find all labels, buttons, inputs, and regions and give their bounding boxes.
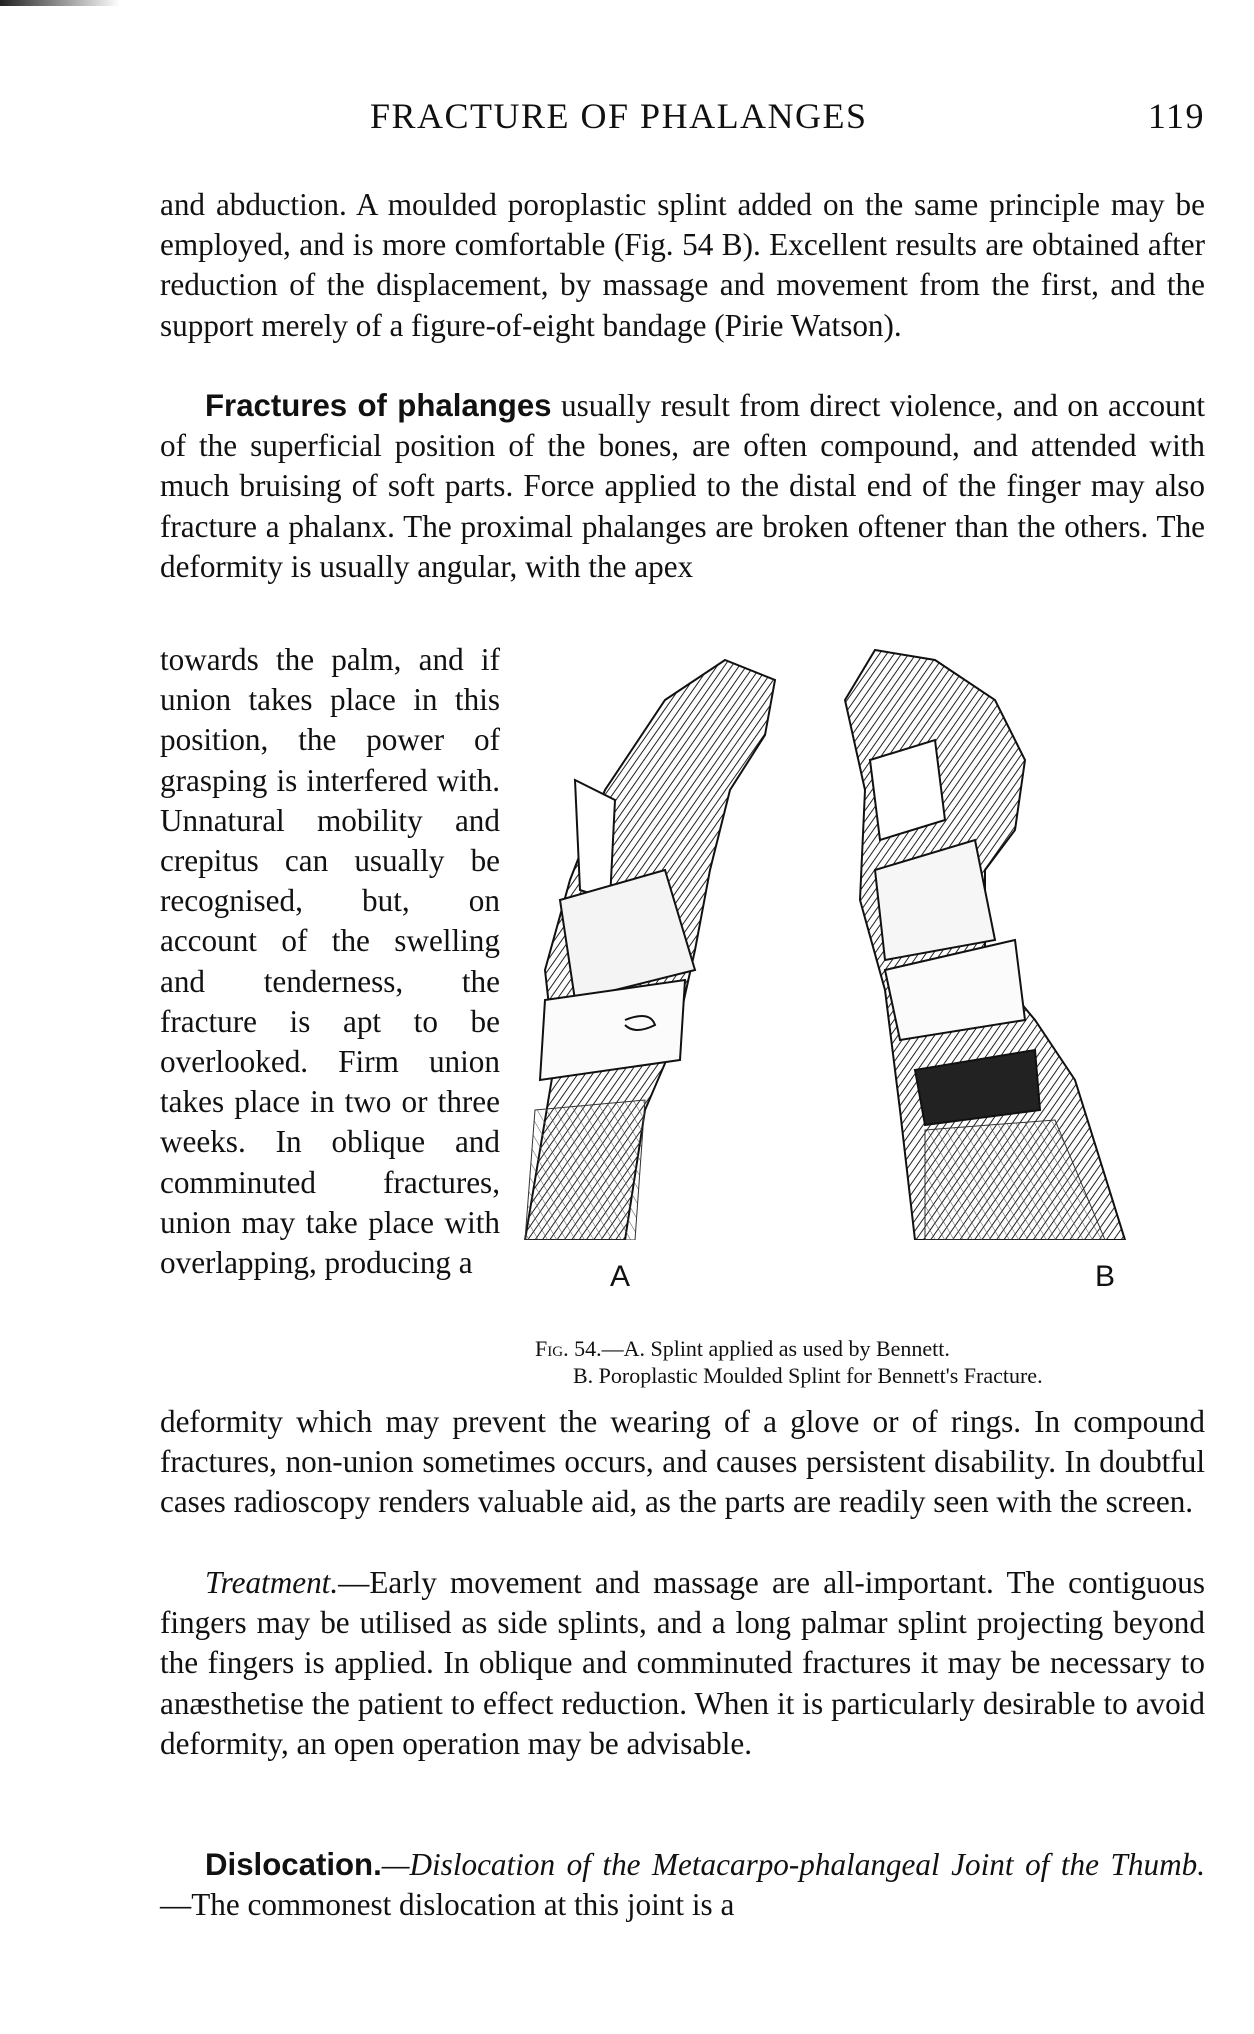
- section-lead-fractures: Fractures of phalanges: [205, 388, 552, 423]
- hand-b-illustration: [845, 650, 1125, 1240]
- paragraph-abduction: [160, 185, 1205, 346]
- figure-54: [515, 640, 1205, 1293]
- page-number: 119: [1147, 96, 1205, 136]
- section-lead-dislocation: Dislocation.: [205, 1847, 382, 1882]
- chapter-title: FRACTURE OF PHALANGES: [370, 96, 868, 136]
- subheading-dislocation-thumb: —Dislocation of the Metacarpo-phalangeal Joint of the Thumb.: [381, 1847, 1205, 1882]
- running-header: [160, 95, 1205, 145]
- paragraph-fractures-top: [160, 386, 1205, 587]
- section-lead-treatment: Treatment.: [205, 1565, 339, 1600]
- caption-fig-abbrev: Fig.: [535, 1336, 569, 1361]
- scan-edge-mark: [0, 0, 120, 6]
- paragraph-fractures-bottom: [160, 1402, 1205, 1523]
- paragraph-fractures-wrap: [160, 640, 500, 1283]
- caption-line-2: B. Poroplastic Moulded Splint for Bennett's Fracture.: [573, 1363, 1043, 1388]
- paragraph-text: deformity which may prevent the wearing of a glove or of rings. In compound fractures, non-union sometimes occurs, and causes persistent disability. In doubtful cases radioscopy renders valuable aid, as the parts are readily seen with the screen.: [160, 1404, 1205, 1520]
- paragraph-text: towards the palm, and if union takes place in this position, the power of grasping is interfered with. Unnatural mobility and crepitus can usually be recognised, but, on account of the swelling and tenderness, the fracture is apt to be overlooked. Firm union takes place in two or three weeks. In oblique and comminuted fractures, union may take place with overlapping, producing a: [160, 642, 500, 1281]
- paragraph-text: usually result from direct violence, and on account of the superficial position of the bones, are often compound, and attended with much bruising of soft parts. Force applied to the distal end of the finger may also fracture a phalanx. The proximal phalanges are broken oftener than the others. The deformity is usually angular, with the apex: [160, 388, 1206, 584]
- paragraph-text: —The commonest dislocation at this joint is a: [160, 1887, 735, 1923]
- caption-line-1: 54.—A. Splint applied as used by Bennett.: [568, 1336, 950, 1361]
- hand-a-illustration: [525, 660, 775, 1240]
- figure-label-b: B: [1095, 1260, 1116, 1293]
- paragraph-text: —Early movement and massage are all-important. The contiguous fingers may be utilised as side splints, and a long palmar splint projecting beyond the fingers is applied. In oblique and comminuted fractures it may be necessary to anæsthetise the patient to effect reduction. When it is particularly desirable to avoid deformity, an open operation may be advisable.: [160, 1565, 1205, 1761]
- paragraph-text: and abduction. A moulded poroplastic splint added on the same principle may be employed, and is more comfortable (Fig. 54 B). Excellent results are obtained after reduction of the displacement, by massage and movement from the first, and the support merely of a figure-of-eight bandage (Pirie Watson).: [160, 187, 1205, 343]
- paragraph-treatment: [160, 1563, 1205, 1764]
- figure-label-a: A: [610, 1260, 631, 1293]
- paragraph-dislocation: [160, 1845, 1205, 1925]
- figure-caption: [535, 1335, 1205, 1389]
- hand-splint-illustration: [515, 640, 1205, 1240]
